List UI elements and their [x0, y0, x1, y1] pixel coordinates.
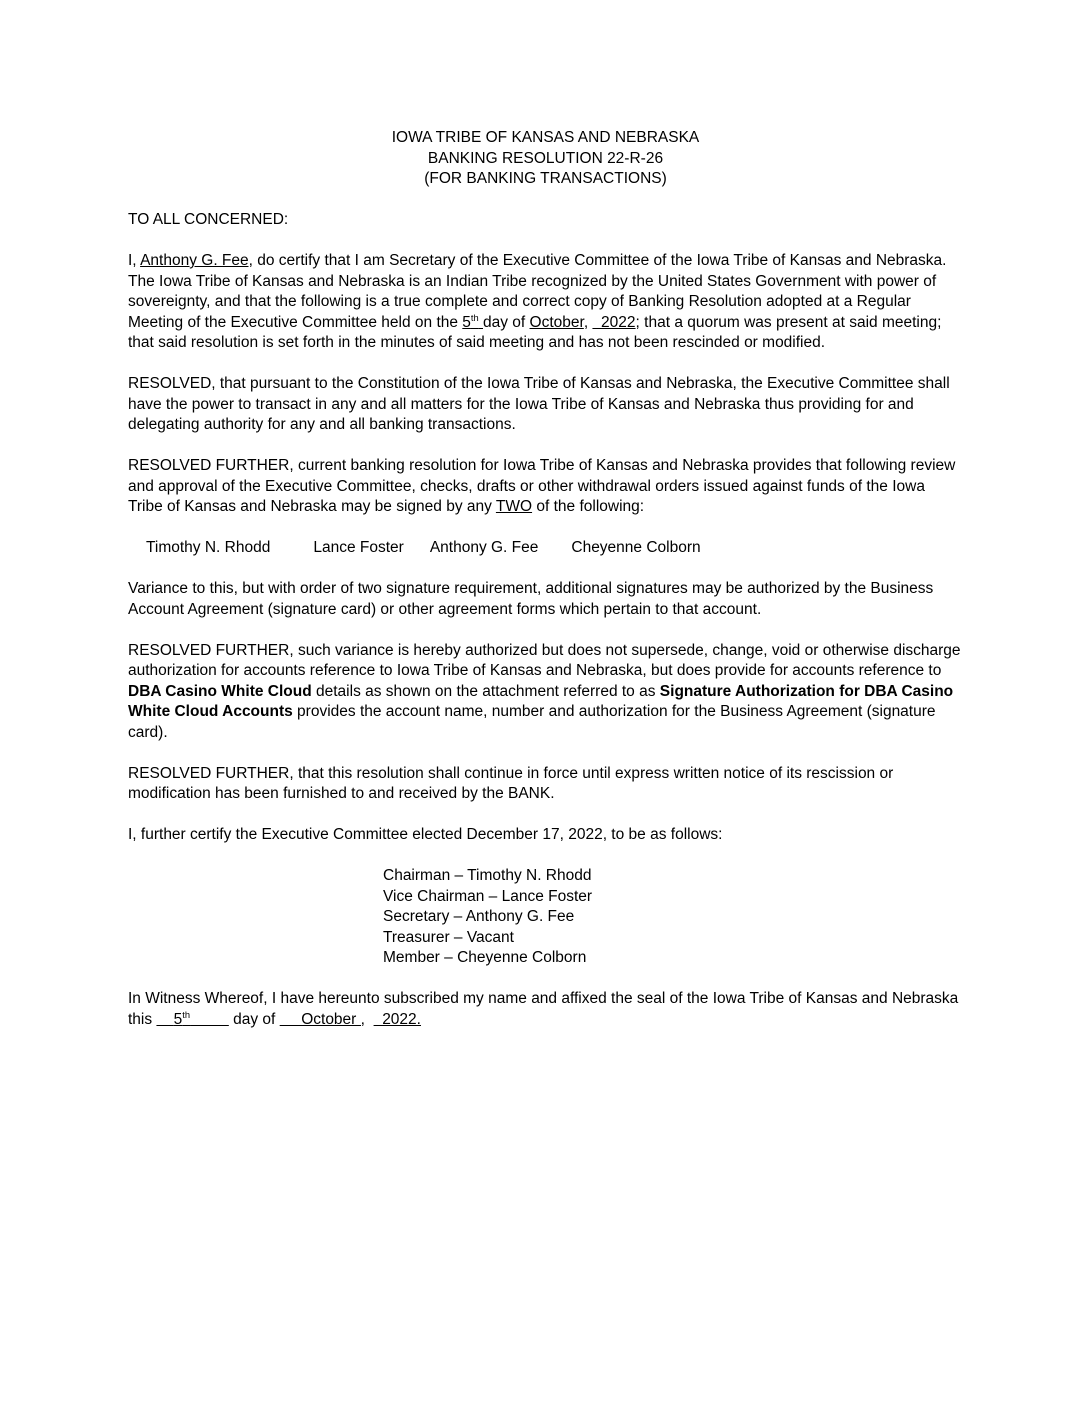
witness-paragraph — [128, 989, 963, 1030]
certify-run-e: ; that a quorum was present at said meeting; that said resolution is set forth in the minutes of said meeting and has not been rescinded or modified. — [128, 313, 942, 351]
title-line-tribe: IOWA TRIBE OF KANSAS AND NEBRASKA — [391, 129, 700, 146]
officer-vice-chairman: Vice Chairman – Lance Foster — [383, 887, 593, 905]
resolved2-run-a: RESOLVED FURTHER, current banking resolution for Iowa Tribe of Kansas and Nebraska provides that following review and approval of the Executive Committee, checks, drafts or other withdrawal orders issued against funds of the Iowa Tribe of Kansas and Nebraska may be signed by any — [128, 457, 956, 515]
resolved3-run-b: details as shown on the attachment referred to as — [311, 682, 660, 700]
certify-run-c: day of — [483, 313, 530, 331]
officer-chairman: Chairman – Timothy N. Rhodd — [383, 867, 592, 884]
meeting-day-ordinal: th — [470, 312, 479, 323]
signature-authorization-bold: Signature Authorization for DBA Casino White Cloud Accounts — [128, 682, 954, 720]
resolved-paragraph-3 — [128, 641, 963, 744]
resolved2-run-b: of the following: — [532, 498, 645, 515]
title-line-purpose: (FOR BANKING TRANSACTIONS) — [424, 170, 667, 187]
witness-year-blank: 2022. — [373, 1010, 421, 1028]
witness-day-pre — [156, 1011, 173, 1028]
dba-casino-white-cloud-bold: DBA Casino White Cloud — [128, 682, 312, 700]
signer-anthony-fee: Anthony G. Fee — [429, 539, 539, 556]
officer-treasurer: Treasurer – Vacant — [383, 928, 514, 946]
witness-gap — [365, 1011, 374, 1028]
salutation: TO ALL CONCERNED: — [128, 211, 289, 228]
resolved3-run-c: provides the account name, number and authorization for the Business Agreement (signature card). — [128, 703, 936, 741]
variance-paragraph: Variance to this, but with order of two signature requirement, additional signatures may be authorized by the Business Account Agreement (signature card) or other agreement forms which pertain to that account. — [128, 580, 934, 618]
witness-month-blank: October , — [279, 1010, 365, 1028]
resolved-paragraph-1: RESOLVED, that pursuant to the Constitution of the Iowa Tribe of Kansas and Nebraska, the Executive Committee shall have the power to transact in any and all matters for the Iowa Tribe of Kansas and Nebraska thus providing for and delegating authority for any and all banking transactions. — [128, 375, 950, 433]
certification-paragraph — [128, 251, 963, 354]
meeting-year: 2022 — [592, 313, 636, 331]
certify-run-a: I, — [128, 252, 141, 269]
secretary-name: Anthony G. Fee, — [140, 252, 253, 269]
meeting-day-number: 5 — [462, 313, 471, 331]
witness-day-blank — [156, 1011, 228, 1028]
witness-run-b: day of — [228, 1010, 280, 1028]
certify-run-d: , — [583, 313, 593, 331]
signer-timothy-rhodd: Timothy N. Rhodd — [146, 539, 271, 556]
signer-cheyenne-colborn: Cheyenne Colborn — [571, 539, 701, 556]
resolved-paragraph-4: RESOLVED FURTHER, that this resolution shall continue in force until express written notice of its rescission or modification has been furnished to and received by the BANK. — [128, 764, 894, 802]
officer-member: Member – Cheyenne Colborn — [383, 949, 587, 966]
witness-day-number: 5 — [173, 1010, 183, 1028]
title-line-resolution-number: BANKING RESOLUTION 22-R-26 — [427, 149, 664, 167]
witness-day-post — [190, 1011, 229, 1028]
further-certify-paragraph: I, further certify the Executive Committee elected December 17, 2022, to be as follows: — [128, 826, 723, 843]
witness-run-a: In Witness Whereof, I have hereunto subscribed my name and affixed the seal of the Iowa Tribe of Kansas and Nebraska this — [128, 990, 959, 1028]
witness-day-ordinal: th — [182, 1009, 191, 1020]
two-signatures-emphasis: TWO — [495, 498, 533, 515]
officers-list — [128, 866, 963, 969]
certify-run-b: do certify that I am Secretary of the Executive Committee of the Iowa Tribe of Kansas and Nebraska. The Iowa Tribe of Kansas and Nebraska is an Indian Tribe recognized by the United States Government with power of sovereignty, and that the following is a true complete and correct copy of Banking Resolution adopted at a Regular Meeting of the Executive Committee held on the — [128, 252, 951, 331]
document-title — [128, 128, 963, 190]
officer-secretary: Secretary – Anthony G. Fee — [383, 908, 575, 925]
meeting-month: October — [529, 313, 584, 331]
resolved-paragraph-2 — [128, 456, 963, 518]
authorized-signers-row — [128, 538, 963, 559]
meeting-day — [462, 314, 483, 331]
resolved3-run-a: RESOLVED FURTHER, such variance is hereby authorized but does not supersede, change, void or otherwise discharge authorization for accounts reference to Iowa Tribe of Kansas and Nebraska, but does provide for accounts reference to — [128, 641, 961, 679]
signer-lance-foster: Lance Foster — [313, 539, 404, 556]
